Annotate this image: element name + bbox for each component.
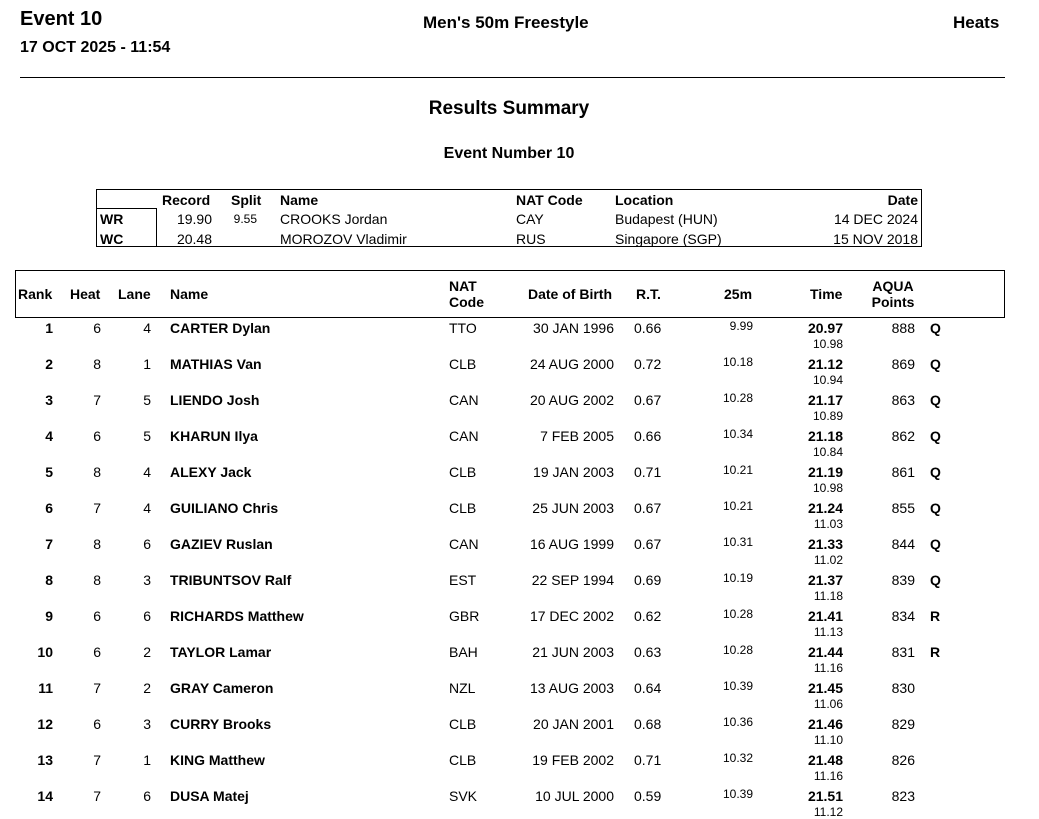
lane: 5 <box>143 428 151 444</box>
final-time: 21.44 <box>807 644 843 660</box>
heat: 8 <box>93 464 101 480</box>
split-25m: 10.32 <box>722 751 753 765</box>
lane: 2 <box>143 680 151 696</box>
rank: 4 <box>45 428 53 444</box>
second-split: 10.89 <box>812 409 843 423</box>
reaction-time: 0.63 <box>634 644 662 660</box>
heat: 7 <box>93 500 101 516</box>
nat-code: CLB <box>449 716 477 732</box>
record-time: 20.48 <box>176 231 212 247</box>
header-divider <box>20 77 1005 78</box>
nat-code: CAN <box>449 428 479 444</box>
final-time: 21.33 <box>807 536 843 552</box>
nat-code: CLB <box>449 464 477 480</box>
second-split: 11.16 <box>813 661 843 675</box>
second-split: 11.13 <box>813 625 843 639</box>
qualification-mark: R <box>930 644 941 660</box>
second-split: 11.02 <box>813 553 843 567</box>
records-header-record: Record <box>162 192 211 208</box>
event-title: Event 10 <box>20 8 103 30</box>
date-of-birth: 13 AUG 2003 <box>529 680 614 696</box>
heat: 8 <box>93 572 101 588</box>
lane: 3 <box>143 572 151 588</box>
final-time: 21.19 <box>807 464 843 480</box>
heat: 6 <box>93 428 101 444</box>
aqua-points: 863 <box>891 392 915 408</box>
reaction-time: 0.59 <box>634 788 662 804</box>
heat: 7 <box>93 788 101 804</box>
final-time: 21.48 <box>807 752 843 768</box>
second-split: 10.84 <box>812 445 843 459</box>
event-number-label: Event Number 10 <box>443 145 575 162</box>
nat-code: TTO <box>449 320 477 336</box>
record-location: Singapore (SGP) <box>615 231 722 247</box>
col-header-nat-line2: Code <box>449 294 484 310</box>
lane: 4 <box>143 500 151 516</box>
split-25m: 10.31 <box>722 535 753 549</box>
nat-code: BAH <box>449 644 478 660</box>
date-of-birth: 7 FEB 2005 <box>540 428 614 444</box>
athlete-name: LIENDO Josh <box>170 392 260 408</box>
final-time: 21.37 <box>807 572 843 588</box>
lane: 2 <box>143 644 151 660</box>
athlete-name: GUILIANO Chris <box>170 500 279 516</box>
nat-code: GBR <box>449 608 480 624</box>
date-of-birth: 17 DEC 2002 <box>529 608 614 624</box>
col-header-rt: R.T. <box>636 286 661 302</box>
reaction-time: 0.67 <box>634 536 662 552</box>
qualification-mark: Q <box>930 320 941 336</box>
final-time: 21.46 <box>807 716 843 732</box>
second-split: 11.06 <box>813 697 843 711</box>
second-split: 11.18 <box>813 589 843 603</box>
heat: 8 <box>93 536 101 552</box>
records-table <box>96 189 922 247</box>
col-header-points-line1: AQUA <box>872 278 914 294</box>
aqua-points: 830 <box>891 680 915 696</box>
date-of-birth: 22 SEP 1994 <box>531 572 614 588</box>
qualification-mark: Q <box>930 500 941 516</box>
record-time: 19.90 <box>176 211 212 227</box>
lane: 1 <box>143 356 151 372</box>
rank: 14 <box>37 788 53 804</box>
date-of-birth: 20 AUG 2002 <box>529 392 614 408</box>
record-holder-name: MOROZOV Vladimir <box>280 231 407 247</box>
split-25m: 10.28 <box>722 607 753 621</box>
aqua-points: 861 <box>891 464 915 480</box>
qualification-mark: Q <box>930 572 941 588</box>
col-header-nat-line1: NAT <box>449 278 477 294</box>
record-nat-code: CAY <box>516 211 544 227</box>
date-of-birth: 19 FEB 2002 <box>532 752 614 768</box>
rank: 5 <box>45 464 53 480</box>
qualification-mark: Q <box>930 536 941 552</box>
date-of-birth: 19 JAN 2003 <box>533 464 614 480</box>
heat: 6 <box>93 320 101 336</box>
athlete-name: GRAY Cameron <box>170 680 274 696</box>
athlete-name: CURRY Brooks <box>170 716 272 732</box>
final-time: 21.51 <box>807 788 843 804</box>
col-header-name: Name <box>170 286 209 302</box>
reaction-time: 0.67 <box>634 392 662 408</box>
page-title: Results Summary <box>428 98 590 119</box>
second-split: 11.10 <box>813 733 843 747</box>
final-time: 21.17 <box>807 392 843 408</box>
final-time: 21.18 <box>807 428 843 444</box>
reaction-time: 0.69 <box>634 572 662 588</box>
record-nat-code: RUS <box>516 231 546 247</box>
rank: 3 <box>45 392 53 408</box>
rank: 13 <box>37 752 53 768</box>
reaction-time: 0.67 <box>634 500 662 516</box>
reaction-time: 0.66 <box>634 320 662 336</box>
record-split: 9.55 <box>233 212 257 226</box>
second-split: 11.16 <box>813 769 843 783</box>
aqua-points: 823 <box>891 788 915 804</box>
athlete-name: TRIBUNTSOV Ralf <box>170 572 292 588</box>
col-header-points-line2: Points <box>871 294 915 310</box>
col-header-rank: Rank <box>18 286 53 302</box>
records-header-location: Location <box>615 192 674 208</box>
aqua-points: 834 <box>891 608 915 624</box>
heat: 7 <box>93 392 101 408</box>
split-25m: 10.18 <box>722 355 753 369</box>
records-header-name: Name <box>280 192 319 208</box>
col-header-dob: Date of Birth <box>528 286 612 302</box>
rank: 11 <box>38 680 53 696</box>
nat-code: CLB <box>449 752 477 768</box>
reaction-time: 0.68 <box>634 716 662 732</box>
date-of-birth: 16 AUG 1999 <box>529 536 614 552</box>
date-of-birth: 24 AUG 2000 <box>529 356 614 372</box>
athlete-name: KING Matthew <box>170 752 265 768</box>
aqua-points: 844 <box>891 536 915 552</box>
qualification-mark: Q <box>930 356 941 372</box>
lane: 4 <box>143 464 151 480</box>
rank: 12 <box>37 716 53 732</box>
reaction-time: 0.66 <box>634 428 662 444</box>
rank: 2 <box>45 356 53 372</box>
athlete-name: DUSA Matej <box>170 788 249 804</box>
nat-code: CLB <box>449 356 477 372</box>
split-25m: 10.21 <box>722 499 753 513</box>
second-split: 11.03 <box>813 517 843 531</box>
aqua-points: 839 <box>891 572 915 588</box>
rank: 8 <box>45 572 53 588</box>
lane: 6 <box>143 788 151 804</box>
rank: 9 <box>45 608 53 624</box>
rank: 7 <box>45 536 53 552</box>
record-location: Budapest (HUN) <box>615 211 718 227</box>
aqua-points: 869 <box>891 356 915 372</box>
qualification-mark: Q <box>930 392 941 408</box>
lane: 6 <box>143 536 151 552</box>
event-round: Heats <box>953 13 1000 32</box>
aqua-points: 855 <box>891 500 915 516</box>
reaction-time: 0.71 <box>634 464 662 480</box>
aqua-points: 862 <box>891 428 915 444</box>
split-25m: 10.34 <box>722 427 753 441</box>
second-split: 10.94 <box>812 373 843 387</box>
split-25m: 10.19 <box>722 571 753 585</box>
split-25m: 10.21 <box>722 463 753 477</box>
heat: 6 <box>93 608 101 624</box>
athlete-name: TAYLOR Lamar <box>170 644 272 660</box>
date-of-birth: 21 JUN 2003 <box>532 644 614 660</box>
split-25m: 10.39 <box>722 679 753 693</box>
records-header-date: Date <box>887 192 918 208</box>
records-header-split: Split <box>231 192 262 208</box>
rank: 1 <box>45 320 53 336</box>
col-header-heat: Heat <box>70 286 101 302</box>
final-time: 21.45 <box>807 680 843 696</box>
lane: 1 <box>143 752 151 768</box>
second-split: 11.12 <box>813 805 843 819</box>
col-header-time: Time <box>810 286 843 302</box>
nat-code: CLB <box>449 500 477 516</box>
nat-code: NZL <box>449 680 476 696</box>
lane: 5 <box>143 392 151 408</box>
nat-code: CAN <box>449 536 479 552</box>
heat: 8 <box>93 356 101 372</box>
record-holder-name: CROOKS Jordan <box>280 211 388 227</box>
date-of-birth: 10 JUL 2000 <box>535 788 614 804</box>
qualification-mark: R <box>930 608 941 624</box>
final-time: 21.12 <box>807 356 843 372</box>
date-of-birth: 25 JUN 2003 <box>532 500 614 516</box>
athlete-name: CARTER Dylan <box>170 320 271 336</box>
record-type: WR <box>100 211 124 227</box>
col-header-lane: Lane <box>118 286 151 302</box>
lane: 6 <box>143 608 151 624</box>
lane: 4 <box>143 320 151 336</box>
date-of-birth: 20 JAN 2001 <box>533 716 614 732</box>
heat: 6 <box>93 716 101 732</box>
athlete-name: ALEXY Jack <box>170 464 252 480</box>
split-25m: 10.28 <box>722 643 753 657</box>
date-of-birth: 30 JAN 1996 <box>533 320 614 336</box>
record-type: WC <box>100 231 124 247</box>
heat: 7 <box>93 752 101 768</box>
reaction-time: 0.62 <box>634 608 662 624</box>
nat-code: EST <box>449 572 477 588</box>
heat: 7 <box>93 680 101 696</box>
nat-code: CAN <box>449 392 479 408</box>
athlete-name: KHARUN Ilya <box>170 428 258 444</box>
col-header-split: 25m <box>724 286 753 302</box>
final-time: 21.24 <box>807 500 843 516</box>
record-date: 15 NOV 2018 <box>833 231 918 247</box>
split-25m: 10.36 <box>722 715 753 729</box>
second-split: 10.98 <box>812 337 843 351</box>
split-25m: 9.99 <box>729 319 753 333</box>
nat-code: SVK <box>449 788 478 804</box>
event-datetime: 17 OCT 2025 - 11:54 <box>20 39 171 56</box>
split-25m: 10.28 <box>722 391 753 405</box>
aqua-points: 826 <box>891 752 915 768</box>
reaction-time: 0.72 <box>634 356 662 372</box>
lane: 3 <box>143 716 151 732</box>
reaction-time: 0.64 <box>634 680 662 696</box>
qualification-mark: Q <box>930 464 941 480</box>
rank: 6 <box>45 500 53 516</box>
qualification-mark: Q <box>930 428 941 444</box>
rank: 10 <box>37 644 53 660</box>
event-name: Men's 50m Freestyle <box>423 13 589 32</box>
athlete-name: RICHARDS Matthew <box>170 608 304 624</box>
aqua-points: 888 <box>891 320 915 336</box>
reaction-time: 0.71 <box>634 752 662 768</box>
records-header-nat: NAT Code <box>516 192 583 208</box>
athlete-name: MATHIAS Van <box>170 356 262 372</box>
heat: 6 <box>93 644 101 660</box>
second-split: 10.98 <box>812 481 843 495</box>
final-time: 21.41 <box>807 608 843 624</box>
record-date: 14 DEC 2024 <box>833 211 918 227</box>
aqua-points: 829 <box>891 716 915 732</box>
final-time: 20.97 <box>807 320 843 336</box>
athlete-name: GAZIEV Ruslan <box>170 536 273 552</box>
split-25m: 10.39 <box>722 787 753 801</box>
aqua-points: 831 <box>891 644 915 660</box>
